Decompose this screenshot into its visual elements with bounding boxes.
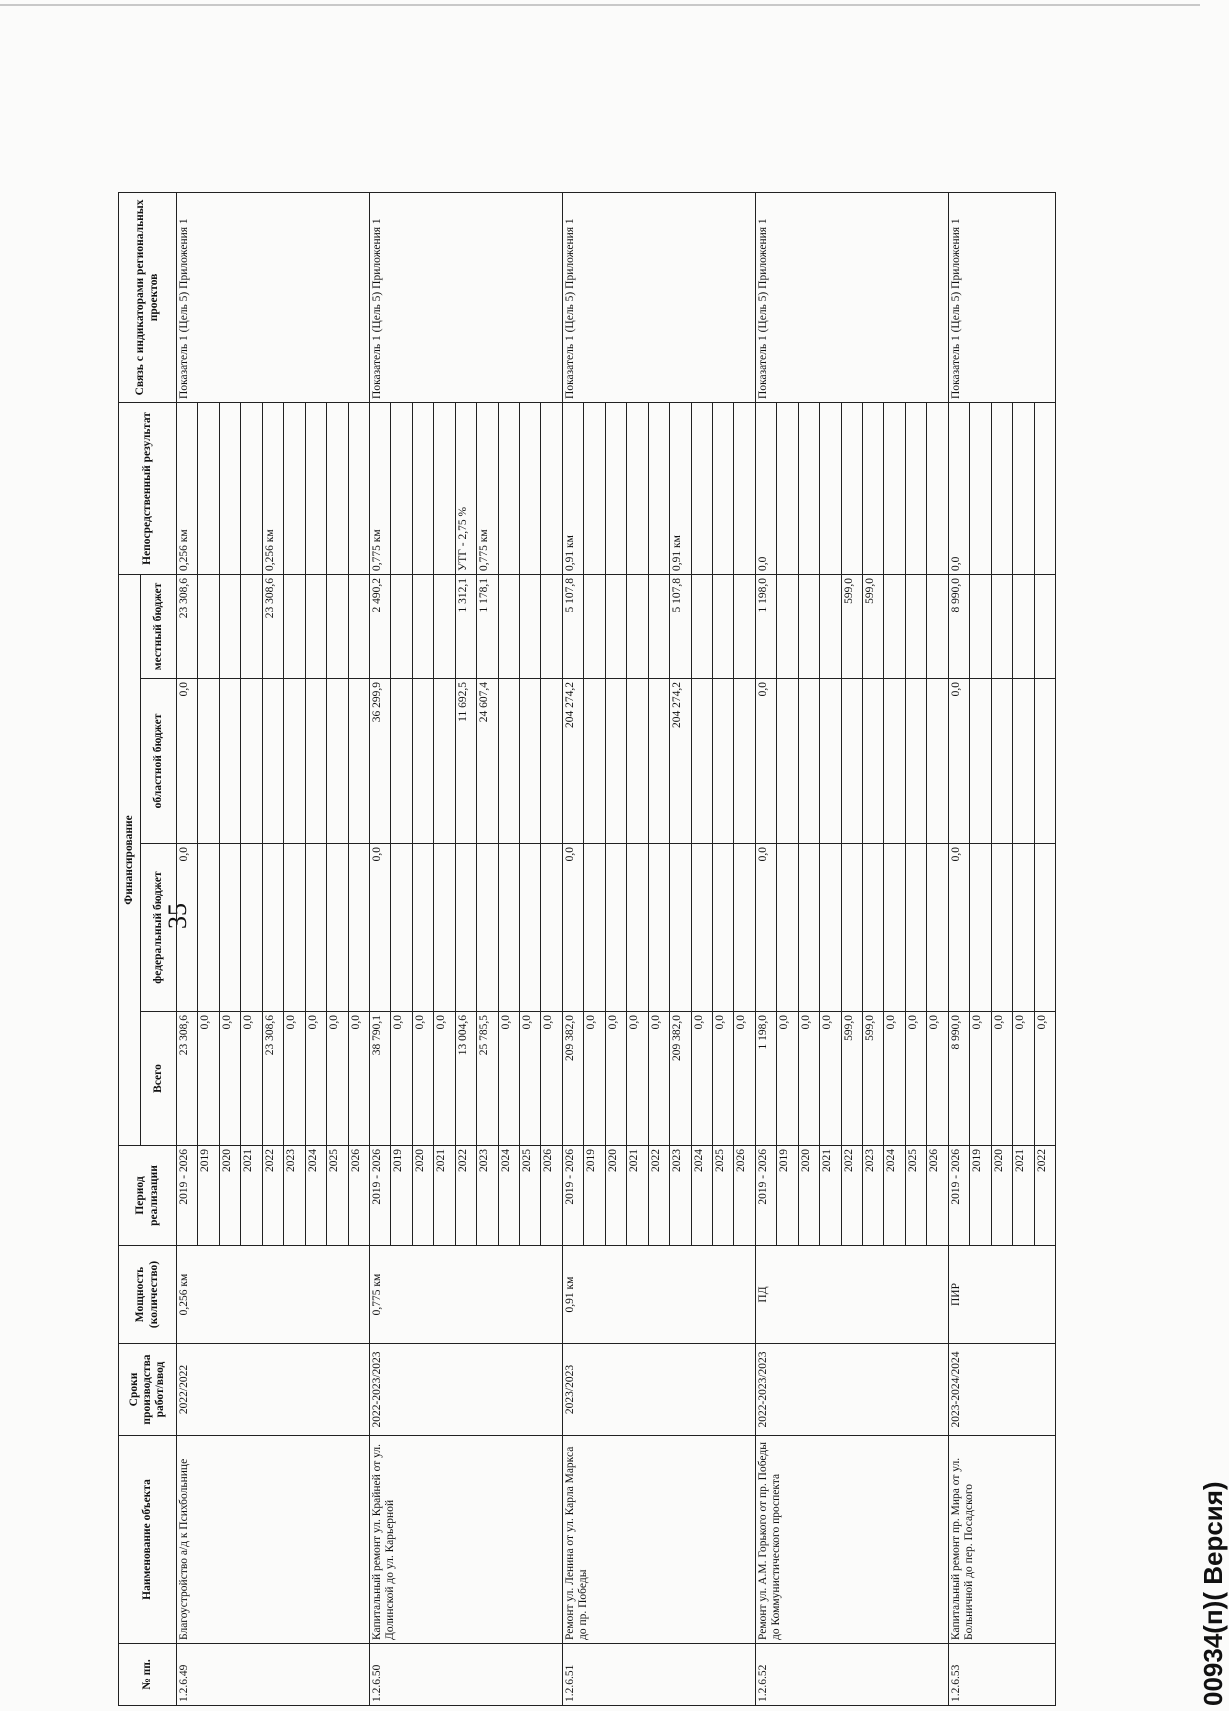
- table-row: [755, 192, 776, 1705]
- table-body: [177, 192, 1056, 1705]
- indicator-link: Показатель 1 (Цель 5) Приложения 1: [562, 192, 755, 402]
- result-cell: [798, 402, 819, 574]
- result-cell: [712, 402, 733, 574]
- result-cell: [412, 402, 433, 574]
- total-cell: 0,0: [691, 1012, 712, 1146]
- federal-cell: [305, 844, 326, 1012]
- regional-cell: [412, 679, 433, 844]
- period-cell: 2021: [820, 1146, 841, 1246]
- object-capacity: 0,256 км: [177, 1246, 370, 1344]
- result-cell: [198, 402, 219, 574]
- table-row: [177, 192, 198, 1705]
- rotated-page: [118, 95, 1228, 1706]
- local-cell: [412, 574, 433, 678]
- total-cell: 0,0: [541, 1012, 562, 1146]
- regional-cell: [1034, 679, 1056, 844]
- period-cell: 2024: [498, 1146, 519, 1246]
- federal-cell: [477, 844, 498, 1012]
- local-cell: 23 308,6: [177, 574, 198, 678]
- federal-cell: [262, 844, 283, 1012]
- result-cell: [541, 402, 562, 574]
- total-cell: 1 198,0: [755, 1012, 776, 1146]
- regional-cell: [970, 679, 991, 844]
- federal-cell: [241, 844, 262, 1012]
- regional-cell: [777, 679, 798, 844]
- period-cell: 2022: [455, 1146, 476, 1246]
- result-cell: [991, 402, 1012, 574]
- federal-cell: [798, 844, 819, 1012]
- period-cell: 2022: [841, 1146, 862, 1246]
- indicator-link: Показатель 1 (Цель 5) Приложения 1: [177, 192, 370, 402]
- regional-cell: [520, 679, 541, 844]
- period-cell: 2020: [798, 1146, 819, 1246]
- period-cell: 2025: [327, 1146, 348, 1246]
- regional-cell: [798, 679, 819, 844]
- total-cell: 23 308,6: [177, 1012, 198, 1146]
- total-cell: 0,0: [927, 1012, 948, 1146]
- federal-cell: [927, 844, 948, 1012]
- local-cell: [712, 574, 733, 678]
- period-cell: 2022: [262, 1146, 283, 1246]
- result-cell: [905, 402, 926, 574]
- regional-cell: [991, 679, 1012, 844]
- result-cell: [498, 402, 519, 574]
- federal-cell: [991, 844, 1012, 1012]
- result-cell: [605, 402, 626, 574]
- federal-cell: [541, 844, 562, 1012]
- local-cell: [434, 574, 455, 678]
- page-number: 35: [163, 903, 192, 929]
- federal-cell: [627, 844, 648, 1012]
- regional-cell: [841, 679, 862, 844]
- federal-cell: [691, 844, 712, 1012]
- result-cell: 0,0: [755, 402, 776, 574]
- object-name: Капитальный ремонт ул. Крайней от ул. Долинской до ул. Карьерной: [369, 1436, 562, 1644]
- total-cell: 8 990,0: [948, 1012, 969, 1146]
- result-cell: [241, 402, 262, 574]
- federal-cell: [434, 844, 455, 1012]
- local-cell: [648, 574, 669, 678]
- total-cell: 0,0: [520, 1012, 541, 1146]
- local-cell: 1 198,0: [755, 574, 776, 678]
- object-number: 1.2.6.49: [177, 1644, 370, 1706]
- object-capacity: 0,91 км: [562, 1246, 755, 1344]
- federal-cell: 0,0: [562, 844, 583, 1012]
- header-local: местный бюджет: [141, 574, 177, 678]
- period-cell: 2020: [991, 1146, 1012, 1246]
- result-cell: [648, 402, 669, 574]
- local-cell: [1034, 574, 1056, 678]
- total-cell: 13 004,6: [455, 1012, 476, 1146]
- period-cell: 2021: [627, 1146, 648, 1246]
- header-num: № пп.: [119, 1644, 177, 1706]
- result-cell: 0,775 км: [477, 402, 498, 574]
- regional-cell: [262, 679, 283, 844]
- local-cell: 5 107,8: [562, 574, 583, 678]
- total-cell: 0,0: [991, 1012, 1012, 1146]
- local-cell: [691, 574, 712, 678]
- period-cell: 2019 - 2026: [562, 1146, 583, 1246]
- federal-cell: [498, 844, 519, 1012]
- total-cell: 209 382,0: [670, 1012, 691, 1146]
- local-cell: [734, 574, 755, 678]
- header-link: Связь с индикаторами региональных проектов: [119, 192, 177, 402]
- federal-cell: [648, 844, 669, 1012]
- result-cell: [627, 402, 648, 574]
- federal-cell: [1013, 844, 1034, 1012]
- result-cell: [841, 402, 862, 574]
- regional-cell: [498, 679, 519, 844]
- result-cell: [284, 402, 305, 574]
- result-cell: [219, 402, 240, 574]
- local-cell: [970, 574, 991, 678]
- result-cell: [970, 402, 991, 574]
- result-cell: 0,775 км: [369, 402, 390, 574]
- total-cell: 599,0: [841, 1012, 862, 1146]
- local-cell: [284, 574, 305, 678]
- regional-cell: 11 692,5: [455, 679, 476, 844]
- regional-cell: 0,0: [948, 679, 969, 844]
- total-cell: 599,0: [863, 1012, 884, 1146]
- local-cell: [1013, 574, 1034, 678]
- result-cell: 0,91 км: [670, 402, 691, 574]
- result-cell: [863, 402, 884, 574]
- period-cell: 2022: [1034, 1146, 1056, 1246]
- header-result: Непосредственный результат: [119, 402, 177, 574]
- federal-cell: 0,0: [177, 844, 198, 1012]
- object-capacity: ПД: [755, 1246, 948, 1344]
- total-cell: 0,0: [241, 1012, 262, 1146]
- period-cell: 2026: [348, 1146, 369, 1246]
- result-cell: [520, 402, 541, 574]
- regional-cell: [198, 679, 219, 844]
- period-cell: 2024: [691, 1146, 712, 1246]
- object-number: 1.2.6.52: [755, 1644, 948, 1706]
- result-cell: 0,0: [948, 402, 969, 574]
- regional-cell: [284, 679, 305, 844]
- result-cell: [691, 402, 712, 574]
- total-cell: 0,0: [734, 1012, 755, 1146]
- local-cell: [520, 574, 541, 678]
- total-cell: 0,0: [584, 1012, 605, 1146]
- local-cell: 599,0: [863, 574, 884, 678]
- regional-cell: 0,0: [755, 679, 776, 844]
- local-cell: [241, 574, 262, 678]
- period-cell: 2021: [434, 1146, 455, 1246]
- regional-cell: 0,0: [177, 679, 198, 844]
- local-cell: 2 490,2: [369, 574, 390, 678]
- header-total: Всего: [141, 1012, 177, 1146]
- regional-cell: [219, 679, 240, 844]
- total-cell: 0,0: [970, 1012, 991, 1146]
- federal-cell: [670, 844, 691, 1012]
- local-cell: [198, 574, 219, 678]
- result-cell: 0,256 км: [262, 402, 283, 574]
- result-cell: [777, 402, 798, 574]
- total-cell: 0,0: [391, 1012, 412, 1146]
- total-cell: 23 308,6: [262, 1012, 283, 1146]
- header-terms: Сроки производства работ/ввод: [119, 1344, 177, 1436]
- regional-cell: [584, 679, 605, 844]
- local-cell: [905, 574, 926, 678]
- object-capacity: 0,775 км: [369, 1246, 562, 1344]
- local-cell: 8 990,0: [948, 574, 969, 678]
- object-capacity: ПИР: [948, 1246, 1055, 1344]
- local-cell: 599,0: [841, 574, 862, 678]
- table-row: [562, 192, 583, 1705]
- local-cell: 23 308,6: [262, 574, 283, 678]
- regional-cell: [391, 679, 412, 844]
- object-name: Ремонт ул. Ленина от ул. Карла Маркса до пр. Победы: [562, 1436, 755, 1644]
- federal-cell: [884, 844, 905, 1012]
- header-financing: Финансирование: [119, 574, 141, 1145]
- result-cell: [1034, 402, 1056, 574]
- federal-cell: [284, 844, 305, 1012]
- header-federal: федеральный бюджет: [141, 844, 177, 1012]
- result-cell: [927, 402, 948, 574]
- header-regional: областной бюджет: [141, 679, 177, 844]
- local-cell: [305, 574, 326, 678]
- regional-cell: [820, 679, 841, 844]
- total-cell: 0,0: [434, 1012, 455, 1146]
- period-cell: 2021: [241, 1146, 262, 1246]
- local-cell: [327, 574, 348, 678]
- object-terms: 2023/2023: [562, 1344, 755, 1436]
- period-cell: 2023: [863, 1146, 884, 1246]
- regional-cell: [734, 679, 755, 844]
- total-cell: 0,0: [820, 1012, 841, 1146]
- result-cell: [1013, 402, 1034, 574]
- period-cell: 2020: [219, 1146, 240, 1246]
- local-cell: [348, 574, 369, 678]
- federal-cell: [1034, 844, 1056, 1012]
- federal-cell: [712, 844, 733, 1012]
- total-cell: 0,0: [777, 1012, 798, 1146]
- regional-cell: [627, 679, 648, 844]
- federal-cell: [455, 844, 476, 1012]
- total-cell: 0,0: [219, 1012, 240, 1146]
- regional-cell: [863, 679, 884, 844]
- object-terms: 2022-2023/2023: [369, 1344, 562, 1436]
- total-cell: 0,0: [712, 1012, 733, 1146]
- federal-cell: [348, 844, 369, 1012]
- objects-table: [118, 192, 1056, 1706]
- regional-cell: [884, 679, 905, 844]
- total-cell: 0,0: [198, 1012, 219, 1146]
- period-cell: 2019: [970, 1146, 991, 1246]
- result-cell: [348, 402, 369, 574]
- regional-cell: [434, 679, 455, 844]
- regional-cell: 204 274,2: [670, 679, 691, 844]
- local-cell: 5 107,8: [670, 574, 691, 678]
- table-row: [948, 192, 969, 1705]
- regional-cell: 204 274,2: [562, 679, 583, 844]
- local-cell: [498, 574, 519, 678]
- regional-cell: 36 299,9: [369, 679, 390, 844]
- local-cell: [605, 574, 626, 678]
- table-row: [369, 192, 390, 1705]
- total-cell: 25 785,5: [477, 1012, 498, 1146]
- local-cell: [927, 574, 948, 678]
- indicator-link: Показатель 1 (Цель 5) Приложения 1: [948, 192, 1055, 402]
- local-cell: 1 312,1: [455, 574, 476, 678]
- result-cell: [884, 402, 905, 574]
- federal-cell: [905, 844, 926, 1012]
- result-cell: [734, 402, 755, 574]
- total-cell: 0,0: [498, 1012, 519, 1146]
- result-cell: 0,256 км: [177, 402, 198, 574]
- object-terms: 2022/2022: [177, 1344, 370, 1436]
- object-terms: 2023-2024/2024: [948, 1344, 1055, 1436]
- total-cell: 0,0: [905, 1012, 926, 1146]
- total-cell: 0,0: [1034, 1012, 1056, 1146]
- object-name: Ремонт ул. А.М. Горького от пр. Победы до Коммунистического проспекта: [755, 1436, 948, 1644]
- period-cell: 2020: [605, 1146, 626, 1246]
- period-cell: 2025: [905, 1146, 926, 1246]
- regional-cell: [905, 679, 926, 844]
- period-cell: 2026: [541, 1146, 562, 1246]
- local-cell: 1 178,1: [477, 574, 498, 678]
- local-cell: [991, 574, 1012, 678]
- total-cell: 0,0: [327, 1012, 348, 1146]
- federal-cell: [734, 844, 755, 1012]
- regional-cell: [1013, 679, 1034, 844]
- federal-cell: [520, 844, 541, 1012]
- period-cell: 2021: [1013, 1146, 1034, 1246]
- federal-cell: [863, 844, 884, 1012]
- object-name: Благоустройство а/д к Психбольнице: [177, 1436, 370, 1644]
- federal-cell: [327, 844, 348, 1012]
- regional-cell: [305, 679, 326, 844]
- total-cell: 209 382,0: [562, 1012, 583, 1146]
- total-cell: 0,0: [798, 1012, 819, 1146]
- period-cell: 2023: [477, 1146, 498, 1246]
- regional-cell: [927, 679, 948, 844]
- federal-cell: [412, 844, 433, 1012]
- local-cell: [798, 574, 819, 678]
- total-cell: 0,0: [605, 1012, 626, 1146]
- result-cell: [434, 402, 455, 574]
- period-cell: 2019 - 2026: [369, 1146, 390, 1246]
- result-cell: [820, 402, 841, 574]
- federal-cell: [391, 844, 412, 1012]
- total-cell: 0,0: [648, 1012, 669, 1146]
- federal-cell: 0,0: [755, 844, 776, 1012]
- federal-cell: [841, 844, 862, 1012]
- object-number: 1.2.6.53: [948, 1644, 1055, 1706]
- period-cell: 2024: [884, 1146, 905, 1246]
- local-cell: [627, 574, 648, 678]
- object-number: 1.2.6.50: [369, 1644, 562, 1706]
- period-cell: 2020: [412, 1146, 433, 1246]
- federal-cell: [820, 844, 841, 1012]
- federal-cell: [219, 844, 240, 1012]
- header-period: Период реализации: [119, 1146, 177, 1246]
- period-cell: 2019: [198, 1146, 219, 1246]
- object-number: 1.2.6.51: [562, 1644, 755, 1706]
- result-cell: 0,91 км: [562, 402, 583, 574]
- regional-cell: [541, 679, 562, 844]
- regional-cell: 24 607,4: [477, 679, 498, 844]
- result-cell: [391, 402, 412, 574]
- local-cell: [777, 574, 798, 678]
- total-cell: 0,0: [348, 1012, 369, 1146]
- document-stamp: 00934(п)( Версия): [1198, 1481, 1228, 1706]
- indicator-link: Показатель 1 (Цель 5) Приложения 1: [755, 192, 948, 402]
- period-cell: 2023: [284, 1146, 305, 1246]
- header-capacity: Мощность (количество): [119, 1246, 177, 1344]
- period-cell: 2026: [734, 1146, 755, 1246]
- federal-cell: [777, 844, 798, 1012]
- federal-cell: [970, 844, 991, 1012]
- period-cell: 2019: [391, 1146, 412, 1246]
- period-cell: 2019: [777, 1146, 798, 1246]
- federal-cell: 0,0: [948, 844, 969, 1012]
- total-cell: 0,0: [1013, 1012, 1034, 1146]
- period-cell: 2025: [712, 1146, 733, 1246]
- period-cell: 2022: [648, 1146, 669, 1246]
- scan-edge-line: [0, 4, 1200, 6]
- period-cell: 2019 - 2026: [177, 1146, 198, 1246]
- total-cell: 38 790,1: [369, 1012, 390, 1146]
- period-cell: 2019 - 2026: [948, 1146, 969, 1246]
- local-cell: [884, 574, 905, 678]
- period-cell: 2024: [305, 1146, 326, 1246]
- period-cell: 2019 - 2026: [755, 1146, 776, 1246]
- header-name: Наименование объекта: [119, 1436, 177, 1644]
- regional-cell: [327, 679, 348, 844]
- object-name: Капитальный ремонт пр. Мира от ул. Больничной до пер. Посадского: [948, 1436, 1055, 1644]
- indicator-link: Показатель 1 (Цель 5) Приложения 1: [369, 192, 562, 402]
- regional-cell: [605, 679, 626, 844]
- regional-cell: [648, 679, 669, 844]
- federal-cell: [605, 844, 626, 1012]
- regional-cell: [712, 679, 733, 844]
- total-cell: 0,0: [627, 1012, 648, 1146]
- local-cell: [391, 574, 412, 678]
- regional-cell: [241, 679, 262, 844]
- local-cell: [820, 574, 841, 678]
- result-cell: УТГ - 2,75 %: [455, 402, 476, 574]
- federal-cell: [198, 844, 219, 1012]
- period-cell: 2023: [670, 1146, 691, 1246]
- federal-cell: 0,0: [369, 844, 390, 1012]
- total-cell: 0,0: [284, 1012, 305, 1146]
- period-cell: 2025: [520, 1146, 541, 1246]
- result-cell: [327, 402, 348, 574]
- local-cell: [541, 574, 562, 678]
- total-cell: 0,0: [412, 1012, 433, 1146]
- result-cell: [584, 402, 605, 574]
- federal-cell: [584, 844, 605, 1012]
- regional-cell: [348, 679, 369, 844]
- total-cell: 0,0: [884, 1012, 905, 1146]
- local-cell: [584, 574, 605, 678]
- result-cell: [305, 402, 326, 574]
- local-cell: [219, 574, 240, 678]
- regional-cell: [691, 679, 712, 844]
- object-terms: 2022-2023/2023: [755, 1344, 948, 1436]
- period-cell: 2026: [927, 1146, 948, 1246]
- total-cell: 0,0: [305, 1012, 326, 1146]
- period-cell: 2019: [584, 1146, 605, 1246]
